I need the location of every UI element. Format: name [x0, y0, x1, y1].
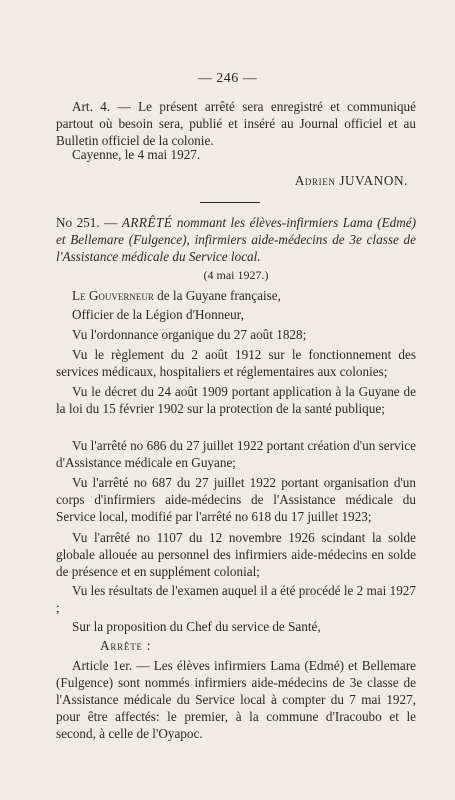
- consideration-8: Sur la proposition du Chef du service de Santé,: [72, 619, 321, 634]
- consideration-3: Vu le décret du 24 août 1909 portant application à la Guyane de la loi du 15 février 1902 sur la protection de la santé publique;: [56, 384, 416, 416]
- decree-title: nommant les élèves-infirmiers Lama (Edmé) et Bellemare (Fulgence), infirmiers aide-médecins de 3e classe de l'Assistance médicale du Service local.: [56, 215, 417, 264]
- governor-title: Le Gouverneur: [72, 288, 154, 303]
- consideration-4: Vu l'arrêté no 686 du 27 juillet 1922 portant création d'un service d'Assistance médicale en Guyane;: [56, 438, 416, 470]
- governor-line: [56, 287, 416, 304]
- arrete-heading: Arrête :: [100, 638, 152, 653]
- article-1-paragraph: Article 1er. — Les élèves infirmiers Lama (Edmé) et Bellemare (Fulgence) sont nommés infirmiers aide-médecins de 3e classe de l'Assistance médicale du Service local à compter du 7 mai 1927, pour être affectés: le premier, à la commune d'Iracoubo et le second, à celle de l'Oyapoc.: [56, 658, 416, 741]
- decree-number: No 251. —: [56, 215, 118, 230]
- consideration-5: Vu l'arrêté no 687 du 27 juillet 1922 portant organisation d'un corps d'infirmiers aide-médecins de l'Assistance médicale du Service local, modifié par l'arrêté no 618 du 17 juillet 1923;: [56, 475, 416, 524]
- decree-heading: [56, 214, 416, 265]
- consideration-1: Vu l'ordonnance organique du 27 août 1828;: [72, 327, 307, 342]
- consideration-2: Vu le règlement du 2 août 1912 sur le fonctionnement des services médicaux, hospitaliers et réglementaires aux colonies;: [56, 347, 416, 379]
- decree-date: (4 mai 1927.): [203, 268, 269, 282]
- decree-keyword: ARRÊTÉ: [121, 215, 173, 230]
- article-4-paragraph: Art. 4. — Le présent arrêté sera enregistré et communiqué partout où besoin sera, publié et inséré au Journal officiel et au Bulletin officiel de la colonie.: [56, 99, 416, 148]
- consideration-7: Vu les résultats de l'examen auquel il a été procédé le 2 mai 1927 ;: [56, 583, 416, 615]
- signature: Adrien JUVANON.: [294, 173, 408, 188]
- consideration-6: Vu l'arrêté no 1107 du 12 novembre 1926 scindant la solde globale allouée au personnel des infirmiers aide-médecins en solde de présence et en supplément colonial;: [56, 530, 416, 579]
- section-divider: [200, 202, 260, 203]
- place-date: Cayenne, le 4 mai 1927.: [72, 147, 201, 162]
- officer-line: Officier de la Légion d'Honneur,: [72, 307, 244, 322]
- governor-rest: de la Guyane française,: [157, 288, 281, 303]
- page-number: — 246 —: [197, 71, 258, 86]
